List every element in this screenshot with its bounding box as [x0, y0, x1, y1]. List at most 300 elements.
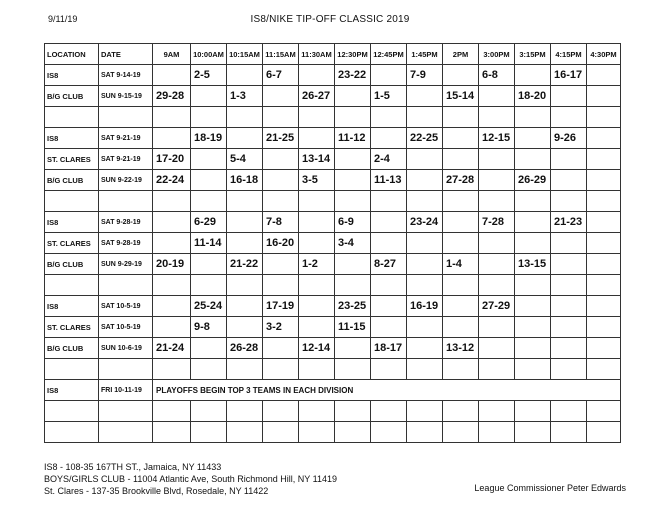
matchup-cell: [263, 107, 299, 128]
matchup-cell: [263, 338, 299, 359]
date-cell: [99, 359, 153, 380]
matchup-cell: [587, 191, 621, 212]
matchup-cell: 3-4: [335, 233, 371, 254]
matchup-cell: 3-5: [299, 170, 335, 191]
matchup-cell: [515, 107, 551, 128]
location-cell: ST. CLARES: [45, 233, 99, 254]
matchup-cell: [153, 317, 191, 338]
matchup-cell: 9-8: [191, 317, 227, 338]
matchup-cell: [479, 254, 515, 275]
date-cell: [99, 422, 153, 443]
matchup-cell: [263, 86, 299, 107]
location-cell: [45, 359, 99, 380]
matchup-cell: [191, 338, 227, 359]
matchup-cell: 26-27: [299, 86, 335, 107]
location-cell: IS8: [45, 65, 99, 86]
matchup-cell: 1-4: [443, 254, 479, 275]
matchup-cell: [551, 422, 587, 443]
matchup-cell: [587, 275, 621, 296]
date-cell: [99, 275, 153, 296]
matchup-cell: [515, 233, 551, 254]
matchup-cell: [263, 422, 299, 443]
matchup-cell: [263, 359, 299, 380]
location-cell: B/G CLUB: [45, 170, 99, 191]
matchup-cell: [479, 191, 515, 212]
matchup-cell: [407, 401, 443, 422]
matchup-cell: [479, 233, 515, 254]
matchup-cell: [479, 401, 515, 422]
matchup-cell: [551, 317, 587, 338]
matchup-cell: 6-9: [335, 212, 371, 233]
spacer-row: [45, 191, 621, 212]
matchup-cell: [263, 401, 299, 422]
matchup-cell: [551, 338, 587, 359]
matchup-cell: 6-29: [191, 212, 227, 233]
matchup-cell: 1-2: [299, 254, 335, 275]
matchup-cell: [479, 317, 515, 338]
matchup-cell: [299, 422, 335, 443]
spacer-row: [45, 401, 621, 422]
matchup-cell: [371, 65, 407, 86]
location-cell: IS8: [45, 296, 99, 317]
matchup-cell: [551, 296, 587, 317]
spacer-row: [45, 422, 621, 443]
matchup-cell: [153, 191, 191, 212]
game-day-row: [45, 65, 621, 86]
matchup-cell: [335, 359, 371, 380]
column-header: 9AM: [153, 44, 191, 65]
matchup-cell: [299, 359, 335, 380]
matchup-cell: 21-22: [227, 254, 263, 275]
matchup-cell: [587, 86, 621, 107]
column-header: 1:45PM: [407, 44, 443, 65]
matchup-cell: [299, 107, 335, 128]
column-header: 4:15PM: [551, 44, 587, 65]
matchup-cell: [191, 359, 227, 380]
matchup-cell: [551, 359, 587, 380]
matchup-cell: 9-26: [551, 128, 587, 149]
matchup-cell: 6-8: [479, 65, 515, 86]
location-cell: IS8: [45, 128, 99, 149]
matchup-cell: [299, 296, 335, 317]
matchup-cell: [371, 401, 407, 422]
date-cell: SAT 9-14-19: [99, 65, 153, 86]
matchup-cell: 22-25: [407, 128, 443, 149]
matchup-cell: 6-7: [263, 65, 299, 86]
matchup-cell: [371, 191, 407, 212]
date-cell: SAT 9-21-19: [99, 149, 153, 170]
game-day-row: [45, 128, 621, 149]
column-header: 11:15AM: [263, 44, 299, 65]
date-cell: [99, 401, 153, 422]
matchup-cell: 12-14: [299, 338, 335, 359]
column-header: LOCATION: [45, 44, 99, 65]
matchup-cell: [299, 233, 335, 254]
matchup-cell: 26-29: [515, 170, 551, 191]
playoffs-note: PLAYOFFS BEGIN TOP 3 TEAMS IN EACH DIVISION: [153, 380, 621, 401]
matchup-cell: [515, 212, 551, 233]
matchup-cell: 5-4: [227, 149, 263, 170]
matchup-cell: [407, 317, 443, 338]
matchup-cell: [335, 170, 371, 191]
matchup-cell: [551, 149, 587, 170]
matchup-cell: [263, 275, 299, 296]
column-header: 10:00AM: [191, 44, 227, 65]
matchup-cell: 1-3: [227, 86, 263, 107]
matchup-cell: [371, 107, 407, 128]
matchup-cell: 17-19: [263, 296, 299, 317]
matchup-cell: [515, 317, 551, 338]
matchup-cell: [407, 149, 443, 170]
matchup-cell: [551, 86, 587, 107]
matchup-cell: [335, 107, 371, 128]
matchup-cell: [227, 191, 263, 212]
matchup-cell: [263, 254, 299, 275]
matchup-cell: 1-5: [371, 86, 407, 107]
matchup-cell: [587, 317, 621, 338]
matchup-cell: [443, 107, 479, 128]
matchup-cell: [371, 359, 407, 380]
matchup-cell: [587, 422, 621, 443]
matchup-cell: 7-8: [263, 212, 299, 233]
matchup-cell: [587, 338, 621, 359]
matchup-cell: [371, 296, 407, 317]
header-row: [45, 44, 621, 65]
matchup-cell: [153, 359, 191, 380]
location-cell: B/G CLUB: [45, 338, 99, 359]
date-cell: SUN 10-6-19: [99, 338, 153, 359]
matchup-cell: [153, 212, 191, 233]
game-day-row: [45, 338, 621, 359]
date-cell: [99, 191, 153, 212]
page-title: IS8/NIKE TIP-OFF CLASSIC 2019: [250, 14, 410, 25]
matchup-cell: 13-12: [443, 338, 479, 359]
column-header: 4:30PM: [587, 44, 621, 65]
matchup-cell: 23-22: [335, 65, 371, 86]
spacer-row: [45, 359, 621, 380]
matchup-cell: [299, 212, 335, 233]
matchup-cell: 21-25: [263, 128, 299, 149]
matchup-cell: 7-28: [479, 212, 515, 233]
column-header: 3:15PM: [515, 44, 551, 65]
matchup-cell: 12-15: [479, 128, 515, 149]
matchup-cell: [515, 338, 551, 359]
matchup-cell: 18-19: [191, 128, 227, 149]
matchup-cell: [191, 149, 227, 170]
matchup-cell: [153, 401, 191, 422]
matchup-cell: 16-19: [407, 296, 443, 317]
date-cell: SUN 9-15-19: [99, 86, 153, 107]
schedule-table: [44, 43, 621, 443]
matchup-cell: [191, 170, 227, 191]
column-header: 11:30AM: [299, 44, 335, 65]
location-addresses: [44, 461, 337, 497]
matchup-cell: [407, 170, 443, 191]
address-is8: IS8 - 108-35 167TH ST., Jamaica, NY 11433: [44, 462, 222, 472]
matchup-cell: [407, 275, 443, 296]
matchup-cell: 27-28: [443, 170, 479, 191]
matchup-cell: [407, 233, 443, 254]
matchup-cell: 11-14: [191, 233, 227, 254]
matchup-cell: [191, 422, 227, 443]
date-cell: FRI 10-11-19: [99, 380, 153, 401]
matchup-cell: [227, 233, 263, 254]
matchup-cell: [551, 233, 587, 254]
matchup-cell: 25-24: [191, 296, 227, 317]
matchup-cell: 17-20: [153, 149, 191, 170]
date-cell: SUN 9-22-19: [99, 170, 153, 191]
matchup-cell: [443, 128, 479, 149]
matchup-cell: [371, 275, 407, 296]
matchup-cell: 3-2: [263, 317, 299, 338]
matchup-cell: [227, 275, 263, 296]
location-cell: IS8: [45, 212, 99, 233]
matchup-cell: 29-28: [153, 86, 191, 107]
matchup-cell: [407, 422, 443, 443]
matchup-cell: [515, 128, 551, 149]
matchup-cell: [551, 401, 587, 422]
column-header: 10:15AM: [227, 44, 263, 65]
matchup-cell: 16-18: [227, 170, 263, 191]
date-cell: SAT 10-5-19: [99, 317, 153, 338]
matchup-cell: [153, 296, 191, 317]
matchup-cell: [443, 296, 479, 317]
matchup-cell: [191, 401, 227, 422]
matchup-cell: [263, 170, 299, 191]
column-header: 12:45PM: [371, 44, 407, 65]
game-day-row: [45, 233, 621, 254]
matchup-cell: [587, 65, 621, 86]
matchup-cell: [515, 401, 551, 422]
matchup-cell: [371, 128, 407, 149]
matchup-cell: [227, 107, 263, 128]
matchup-cell: [587, 170, 621, 191]
matchup-cell: [443, 149, 479, 170]
location-cell: [45, 422, 99, 443]
matchup-cell: 23-25: [335, 296, 371, 317]
matchup-cell: [299, 191, 335, 212]
matchup-cell: [443, 317, 479, 338]
matchup-cell: [227, 359, 263, 380]
matchup-cell: [335, 191, 371, 212]
matchup-cell: 8-27: [371, 254, 407, 275]
schedule-grid-container: [44, 43, 621, 443]
matchup-cell: 16-20: [263, 233, 299, 254]
game-day-row: [45, 149, 621, 170]
matchup-cell: [299, 401, 335, 422]
matchup-cell: [227, 212, 263, 233]
matchup-cell: [443, 401, 479, 422]
matchup-cell: [515, 191, 551, 212]
matchup-cell: [443, 65, 479, 86]
location-cell: [45, 191, 99, 212]
matchup-cell: [479, 170, 515, 191]
game-day-row: [45, 212, 621, 233]
matchup-cell: [227, 401, 263, 422]
column-header: 12:30PM: [335, 44, 371, 65]
matchup-cell: [191, 275, 227, 296]
location-cell: ST. CLARES: [45, 317, 99, 338]
document-date: 9/11/19: [48, 14, 78, 24]
matchup-cell: [479, 338, 515, 359]
matchup-cell: 2-5: [191, 65, 227, 86]
matchup-cell: [587, 359, 621, 380]
matchup-cell: [335, 401, 371, 422]
matchup-cell: 13-14: [299, 149, 335, 170]
matchup-cell: [515, 275, 551, 296]
game-day-row: [45, 86, 621, 107]
matchup-cell: [407, 254, 443, 275]
matchup-cell: [335, 338, 371, 359]
playoffs-row: [45, 380, 621, 401]
column-header: DATE: [99, 44, 153, 65]
matchup-cell: 7-9: [407, 65, 443, 86]
matchup-cell: [443, 191, 479, 212]
matchup-cell: [191, 191, 227, 212]
matchup-cell: 20-19: [153, 254, 191, 275]
matchup-cell: 11-13: [371, 170, 407, 191]
matchup-cell: [191, 107, 227, 128]
matchup-cell: [263, 149, 299, 170]
matchup-cell: [153, 275, 191, 296]
matchup-cell: [443, 422, 479, 443]
matchup-cell: [227, 128, 263, 149]
matchup-cell: 11-12: [335, 128, 371, 149]
matchup-cell: [407, 338, 443, 359]
date-cell: SUN 9-29-19: [99, 254, 153, 275]
matchup-cell: [587, 254, 621, 275]
location-cell: [45, 107, 99, 128]
game-day-row: [45, 170, 621, 191]
matchup-cell: [153, 128, 191, 149]
matchup-cell: [153, 422, 191, 443]
matchup-cell: [371, 422, 407, 443]
matchup-cell: [587, 401, 621, 422]
matchup-cell: [587, 107, 621, 128]
address-st-clares: St. Clares - 137-35 Brookville Blvd, Rosedale, NY 11422: [44, 486, 269, 496]
matchup-cell: [443, 359, 479, 380]
matchup-cell: [443, 275, 479, 296]
matchup-cell: [479, 359, 515, 380]
matchup-cell: [515, 149, 551, 170]
matchup-cell: 15-14: [443, 86, 479, 107]
location-cell: B/G CLUB: [45, 86, 99, 107]
matchup-cell: 23-24: [407, 212, 443, 233]
matchup-cell: [407, 191, 443, 212]
matchup-cell: [299, 275, 335, 296]
matchup-cell: 11-15: [335, 317, 371, 338]
matchup-cell: [227, 317, 263, 338]
matchup-cell: [551, 254, 587, 275]
matchup-cell: [371, 317, 407, 338]
date-cell: SAT 9-28-19: [99, 212, 153, 233]
matchup-cell: 21-23: [551, 212, 587, 233]
matchup-cell: [407, 86, 443, 107]
matchup-cell: [515, 359, 551, 380]
matchup-cell: [443, 233, 479, 254]
matchup-cell: [299, 128, 335, 149]
matchup-cell: [515, 422, 551, 443]
spacer-row: [45, 107, 621, 128]
matchup-cell: [479, 422, 515, 443]
game-day-row: [45, 296, 621, 317]
matchup-cell: [587, 212, 621, 233]
matchup-cell: [263, 191, 299, 212]
matchup-cell: [153, 233, 191, 254]
matchup-cell: [551, 170, 587, 191]
matchup-cell: [587, 128, 621, 149]
address-boys-girls-club: BOYS/GIRLS CLUB - 11004 Atlantic Ave, South Richmond Hill, NY 11419: [44, 474, 337, 484]
matchup-cell: 18-20: [515, 86, 551, 107]
matchup-cell: [227, 422, 263, 443]
location-cell: [45, 275, 99, 296]
matchup-cell: [479, 149, 515, 170]
matchup-cell: [551, 191, 587, 212]
date-cell: SAT 10-5-19: [99, 296, 153, 317]
matchup-cell: 26-28: [227, 338, 263, 359]
date-cell: [99, 107, 153, 128]
column-header: 2PM: [443, 44, 479, 65]
matchup-cell: 27-29: [479, 296, 515, 317]
matchup-cell: [335, 422, 371, 443]
matchup-cell: [479, 275, 515, 296]
commissioner-signature-line: League Commissioner Peter Edwards: [474, 483, 626, 493]
matchup-cell: 2-4: [371, 149, 407, 170]
matchup-cell: [587, 233, 621, 254]
matchup-cell: [587, 296, 621, 317]
matchup-cell: [335, 149, 371, 170]
matchup-cell: [153, 65, 191, 86]
location-cell: ST. CLARES: [45, 149, 99, 170]
date-cell: SAT 9-21-19: [99, 128, 153, 149]
matchup-cell: 16-17: [551, 65, 587, 86]
matchup-cell: 22-24: [153, 170, 191, 191]
matchup-cell: [335, 86, 371, 107]
matchup-cell: [551, 107, 587, 128]
matchup-cell: [227, 65, 263, 86]
game-day-row: [45, 254, 621, 275]
location-cell: [45, 401, 99, 422]
matchup-cell: [551, 275, 587, 296]
column-header: 3:00PM: [479, 44, 515, 65]
matchup-cell: [227, 296, 263, 317]
matchup-cell: [479, 107, 515, 128]
location-cell: B/G CLUB: [45, 254, 99, 275]
matchup-cell: [299, 317, 335, 338]
spacer-row: [45, 275, 621, 296]
matchup-cell: [191, 254, 227, 275]
matchup-cell: [515, 296, 551, 317]
matchup-cell: [479, 86, 515, 107]
matchup-cell: [407, 359, 443, 380]
matchup-cell: [299, 65, 335, 86]
matchup-cell: 21-24: [153, 338, 191, 359]
matchup-cell: [407, 107, 443, 128]
date-cell: SAT 9-28-19: [99, 233, 153, 254]
matchup-cell: 18-17: [371, 338, 407, 359]
matchup-cell: [335, 275, 371, 296]
location-cell: IS8: [45, 380, 99, 401]
matchup-cell: [443, 212, 479, 233]
matchup-cell: [371, 233, 407, 254]
matchup-cell: [153, 107, 191, 128]
matchup-cell: [371, 212, 407, 233]
matchup-cell: [335, 254, 371, 275]
matchup-cell: 13-15: [515, 254, 551, 275]
matchup-cell: [515, 65, 551, 86]
matchup-cell: [587, 149, 621, 170]
matchup-cell: [191, 86, 227, 107]
